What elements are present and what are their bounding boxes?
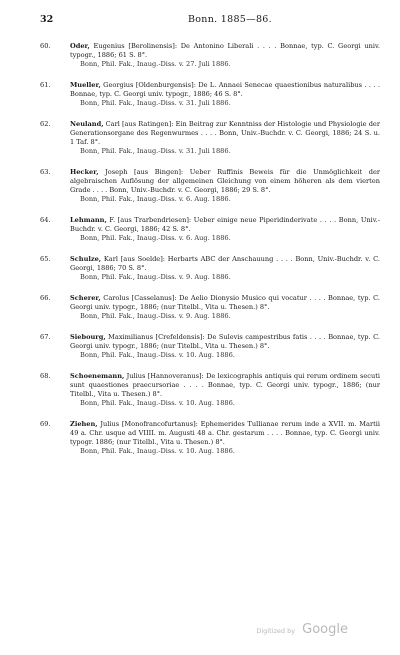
bibliography-entry xyxy=(40,333,380,360)
entry-author: Siebourg, xyxy=(70,333,106,341)
entry-body xyxy=(70,42,380,60)
bibliography-entry xyxy=(40,372,380,408)
entry-text: Eugenius [Berolinensis]: De Antonino Liberali . . . . Bonnae, typ. C. Georgi univ. typogr., 1886; 61 S. 8°. xyxy=(70,42,380,59)
entry-note: Bonn, Phil. Fak., Inaug.-Diss. v. 10. Aug. 1886. xyxy=(80,399,235,407)
bibliography-entry xyxy=(40,216,380,243)
bibliography-entry xyxy=(40,294,380,321)
entry-author: Oder, xyxy=(70,42,90,50)
entry-number: 69. xyxy=(40,420,51,428)
entry-body xyxy=(70,168,380,195)
entry-author: Neuland, xyxy=(70,120,104,128)
entry-number: 64. xyxy=(40,216,51,224)
entry-number: 68. xyxy=(40,372,51,380)
entry-text: Carl [aus Ratingen]: Ein Beitrag zur Kenntniss der Histologie und Physiologie der Generationsorgane des Regenwurmes . . . . Bonn, Univ.-Buchdr. v. C. Georgi, 1886; 24 S. u. 1 Taf. 8°. xyxy=(70,120,380,146)
bibliography-entry xyxy=(40,81,380,108)
bibliography-entry xyxy=(40,42,380,69)
bibliography-entry xyxy=(40,168,380,204)
entry-author: Mueller, xyxy=(70,81,101,89)
entry-text: Karl [aus Soelde]: Herbarts ABC der Anschauung . . . . Bonn, Univ.-Buchdr. v. C. Georgi, 1886; 70 S. 8°. xyxy=(70,255,380,272)
entry-author: Schoenemann, xyxy=(70,372,125,380)
entry-number: 61. xyxy=(40,81,51,89)
entry-text: Julius [Monofrancofurtanus]: Ephemerides Tullianae rerum inde a XVII. m. Martii 49 a. Chr. usque ad VIIII. m. Augusti 48 a. Chr. gestarum . . . . Bonnae, typ. C. Georgi univ. typogr. 1886; (nur Titelbl., Vita u. Thesen.) 8°. xyxy=(70,420,380,446)
entry-body xyxy=(70,372,380,399)
entry-author: Hecker, xyxy=(70,168,99,176)
entry-author: Lehmann, xyxy=(70,216,107,224)
entry-author: Schulze, xyxy=(70,255,102,263)
running-title: Bonn. 1885—86. xyxy=(188,14,272,25)
entry-body xyxy=(70,120,380,147)
entry-body xyxy=(70,333,380,351)
entry-number: 60. xyxy=(40,42,51,50)
page-header xyxy=(40,14,360,28)
entry-note: Bonn, Phil. Fak., Inaug.-Diss. v. 31. Juli 1886. xyxy=(80,147,231,155)
entry-text: F. [aus Trarbendriesen]: Ueber einige neue Piperidinderivate . . . . Bonn, Univ.-Buchdr. v. C. Georgi, 1886; 42 S. 8°. xyxy=(70,216,380,233)
entry-number: 65. xyxy=(40,255,51,263)
entry-body xyxy=(70,294,380,312)
entry-author: Ziehen, xyxy=(70,420,98,428)
entry-text: Joseph [aus Bingen]: Ueber Ruffinis Beweis für die Unmöglichkeit der algebraischen Auflösung der allgemeinen Gleichung von einem höheren als dem vierten Grade . . . . Bonn, Univ.-Buchdr. v. C. Georgi, 1886; 29 S. 8°. xyxy=(70,168,380,194)
bibliography-entry xyxy=(40,420,380,456)
entry-number: 67. xyxy=(40,333,51,341)
entry-note: Bonn, Phil. Fak., Inaug.-Diss. v. 9. Aug. 1886. xyxy=(80,273,231,281)
entry-author: Scherer, xyxy=(70,294,101,302)
entry-text: Maximilianus [Crefeldensis]: De Sulevis campestribus fatis . . . . Bonnae, typ. C. Georgi univ. typogr., 1886; (nur Titelbl., Vita u. Thesen.) 8°. xyxy=(70,333,380,350)
entry-text: Julius [Hannoveranus]: De lexicographis antiquis qui rerum ordinem secuti sunt quaestiones praecursoriae . . . . Bonnae, typ. C. Georgi univ. typogr., 1886; (nur Titelbl., Vita u. Thesen.) 8°. xyxy=(70,372,380,398)
entry-text: Carolus [Casselanus]: De Aelio Dionysio Musico qui vocatur . . . . Bonnae, typ. C. Georgi univ. typogr., 1886; (nur Titelbl., Vita u. Thesen.) 8°. xyxy=(70,294,380,311)
entry-note: Bonn, Phil. Fak., Inaug.-Diss. v. 9. Aug. 1886. xyxy=(80,312,231,320)
entry-note: Bonn, Phil. Fak., Inaug.-Diss. v. 27. Juli 1886. xyxy=(80,60,231,68)
entry-number: 62. xyxy=(40,120,51,128)
entry-body xyxy=(70,216,380,234)
bibliography-entry xyxy=(40,120,380,156)
digitized-watermark xyxy=(256,618,348,637)
watermark-prefix: Digitized by xyxy=(256,627,296,635)
page-number: 32 xyxy=(40,14,54,25)
entry-note: Bonn, Phil. Fak., Inaug.-Diss. v. 6. Aug. 1886. xyxy=(80,234,231,242)
entry-note: Bonn, Phil. Fak., Inaug.-Diss. v. 10. Aug. 1886. xyxy=(80,447,235,455)
entry-number: 63. xyxy=(40,168,51,176)
entry-note: Bonn, Phil. Fak., Inaug.-Diss. v. 31. Juli 1886. xyxy=(80,99,231,107)
google-logo: Google xyxy=(302,622,348,637)
entry-note: Bonn, Phil. Fak., Inaug.-Diss. v. 10. Aug. 1886. xyxy=(80,351,235,359)
bibliography-entry xyxy=(40,255,380,282)
entry-body xyxy=(70,255,380,273)
entry-list xyxy=(40,42,380,468)
entry-body xyxy=(70,81,380,99)
entry-note: Bonn, Phil. Fak., Inaug.-Diss. v. 6. Aug. 1886. xyxy=(80,195,231,203)
entry-text: Georgius [Oldenburgensis]: De L. Annaei Senecae quaestionibus naturalibus . . . . Bonnae, typ. C. Georgi univ. typogr., 1886; 46 S. 8°. xyxy=(70,81,380,98)
entry-number: 66. xyxy=(40,294,51,302)
entry-body xyxy=(70,420,380,447)
